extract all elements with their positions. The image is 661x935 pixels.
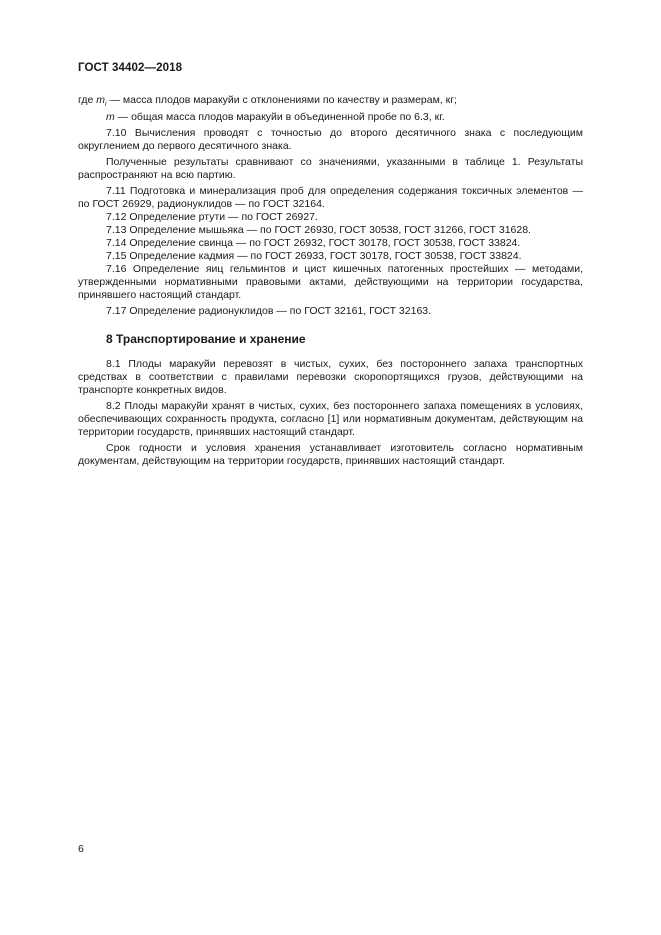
results-paragraph: Полученные результаты сравнивают со значениями, указанными в таблице 1. Результаты распространяют на всю партию. <box>78 156 583 182</box>
section-8-title: 8 Транспортирование и хранение <box>106 332 306 347</box>
document-header: ГОСТ 34402—2018 <box>78 62 183 74</box>
clause-7-16: 7.16 Определение яиц гельминтов и цист кишечных патогенных простейших — методами, утвержденными нормативными правовыми актами, действующими на территории государства, принявшего настоящий стандарт. <box>78 263 583 302</box>
shelf-life-paragraph: Срок годности и условия хранения устанавливает изготовитель согласно нормативным документам, действующим на территории государств, принявших настоящий стандарт. <box>78 442 583 468</box>
var-m: m <box>96 94 105 106</box>
clause-7-17: 7.17 Определение радионуклидов — по ГОСТ 32161, ГОСТ 32163. <box>106 305 432 318</box>
clause-7-15: 7.15 Определение кадмия — по ГОСТ 26933, ГОСТ 30178, ГОСТ 30538, ГОСТ 33824. <box>106 250 522 263</box>
clause-7-11: 7.11 Подготовка и минерализация проб для определения содержания токсичных элементов — по ГОСТ 26929, радионуклидов — по ГОСТ 32164. <box>78 185 583 211</box>
formula-legend-m <box>78 111 583 124</box>
clause-8-1: 8.1 Плоды маракуйи перевозят в чистых, сухих, без постороннего запаха транспортных средствах в соответствии с правилами перевозки скоропортящихся грузов, действующими на транспорте конкретных видов. <box>78 358 583 397</box>
clause-8-2: 8.2 Плоды маракуйи хранят в чистых, сухих, без постороннего запаха помещениях в условиях, обеспечивающих сохранность продукта, согласно [1] или нормативным документам, действующим на территории государств, принявших настоящий стандарт. <box>78 400 583 439</box>
formula-legend-mi <box>78 94 583 111</box>
var-m-total: m <box>106 111 115 124</box>
legend-prefix: где <box>78 94 97 106</box>
clause-7-10: 7.10 Вычисления проводят с точностью до второго десятичного знака с последующим округлением до первого десятичного знака. <box>78 127 583 153</box>
var-subscript-i: i <box>105 101 107 109</box>
legend-m-text: — общая масса плодов маракуйи в объединенной пробе по 6.3, кг. <box>114 111 445 124</box>
page-number: 6 <box>78 843 84 855</box>
clause-7-14: 7.14 Определение свинца — по ГОСТ 26932, ГОСТ 30178, ГОСТ 30538, ГОСТ 33824. <box>106 237 521 250</box>
legend-mi-text: — масса плодов маракуйи с отклонениями по качеству и размерам, кг; <box>106 94 457 106</box>
clause-7-13: 7.13 Определение мышьяка — по ГОСТ 26930, ГОСТ 30538, ГОСТ 31266, ГОСТ 31628. <box>106 224 531 237</box>
clause-7-12: 7.12 Определение ртути — по ГОСТ 26927. <box>106 211 318 224</box>
document-body <box>78 94 583 468</box>
